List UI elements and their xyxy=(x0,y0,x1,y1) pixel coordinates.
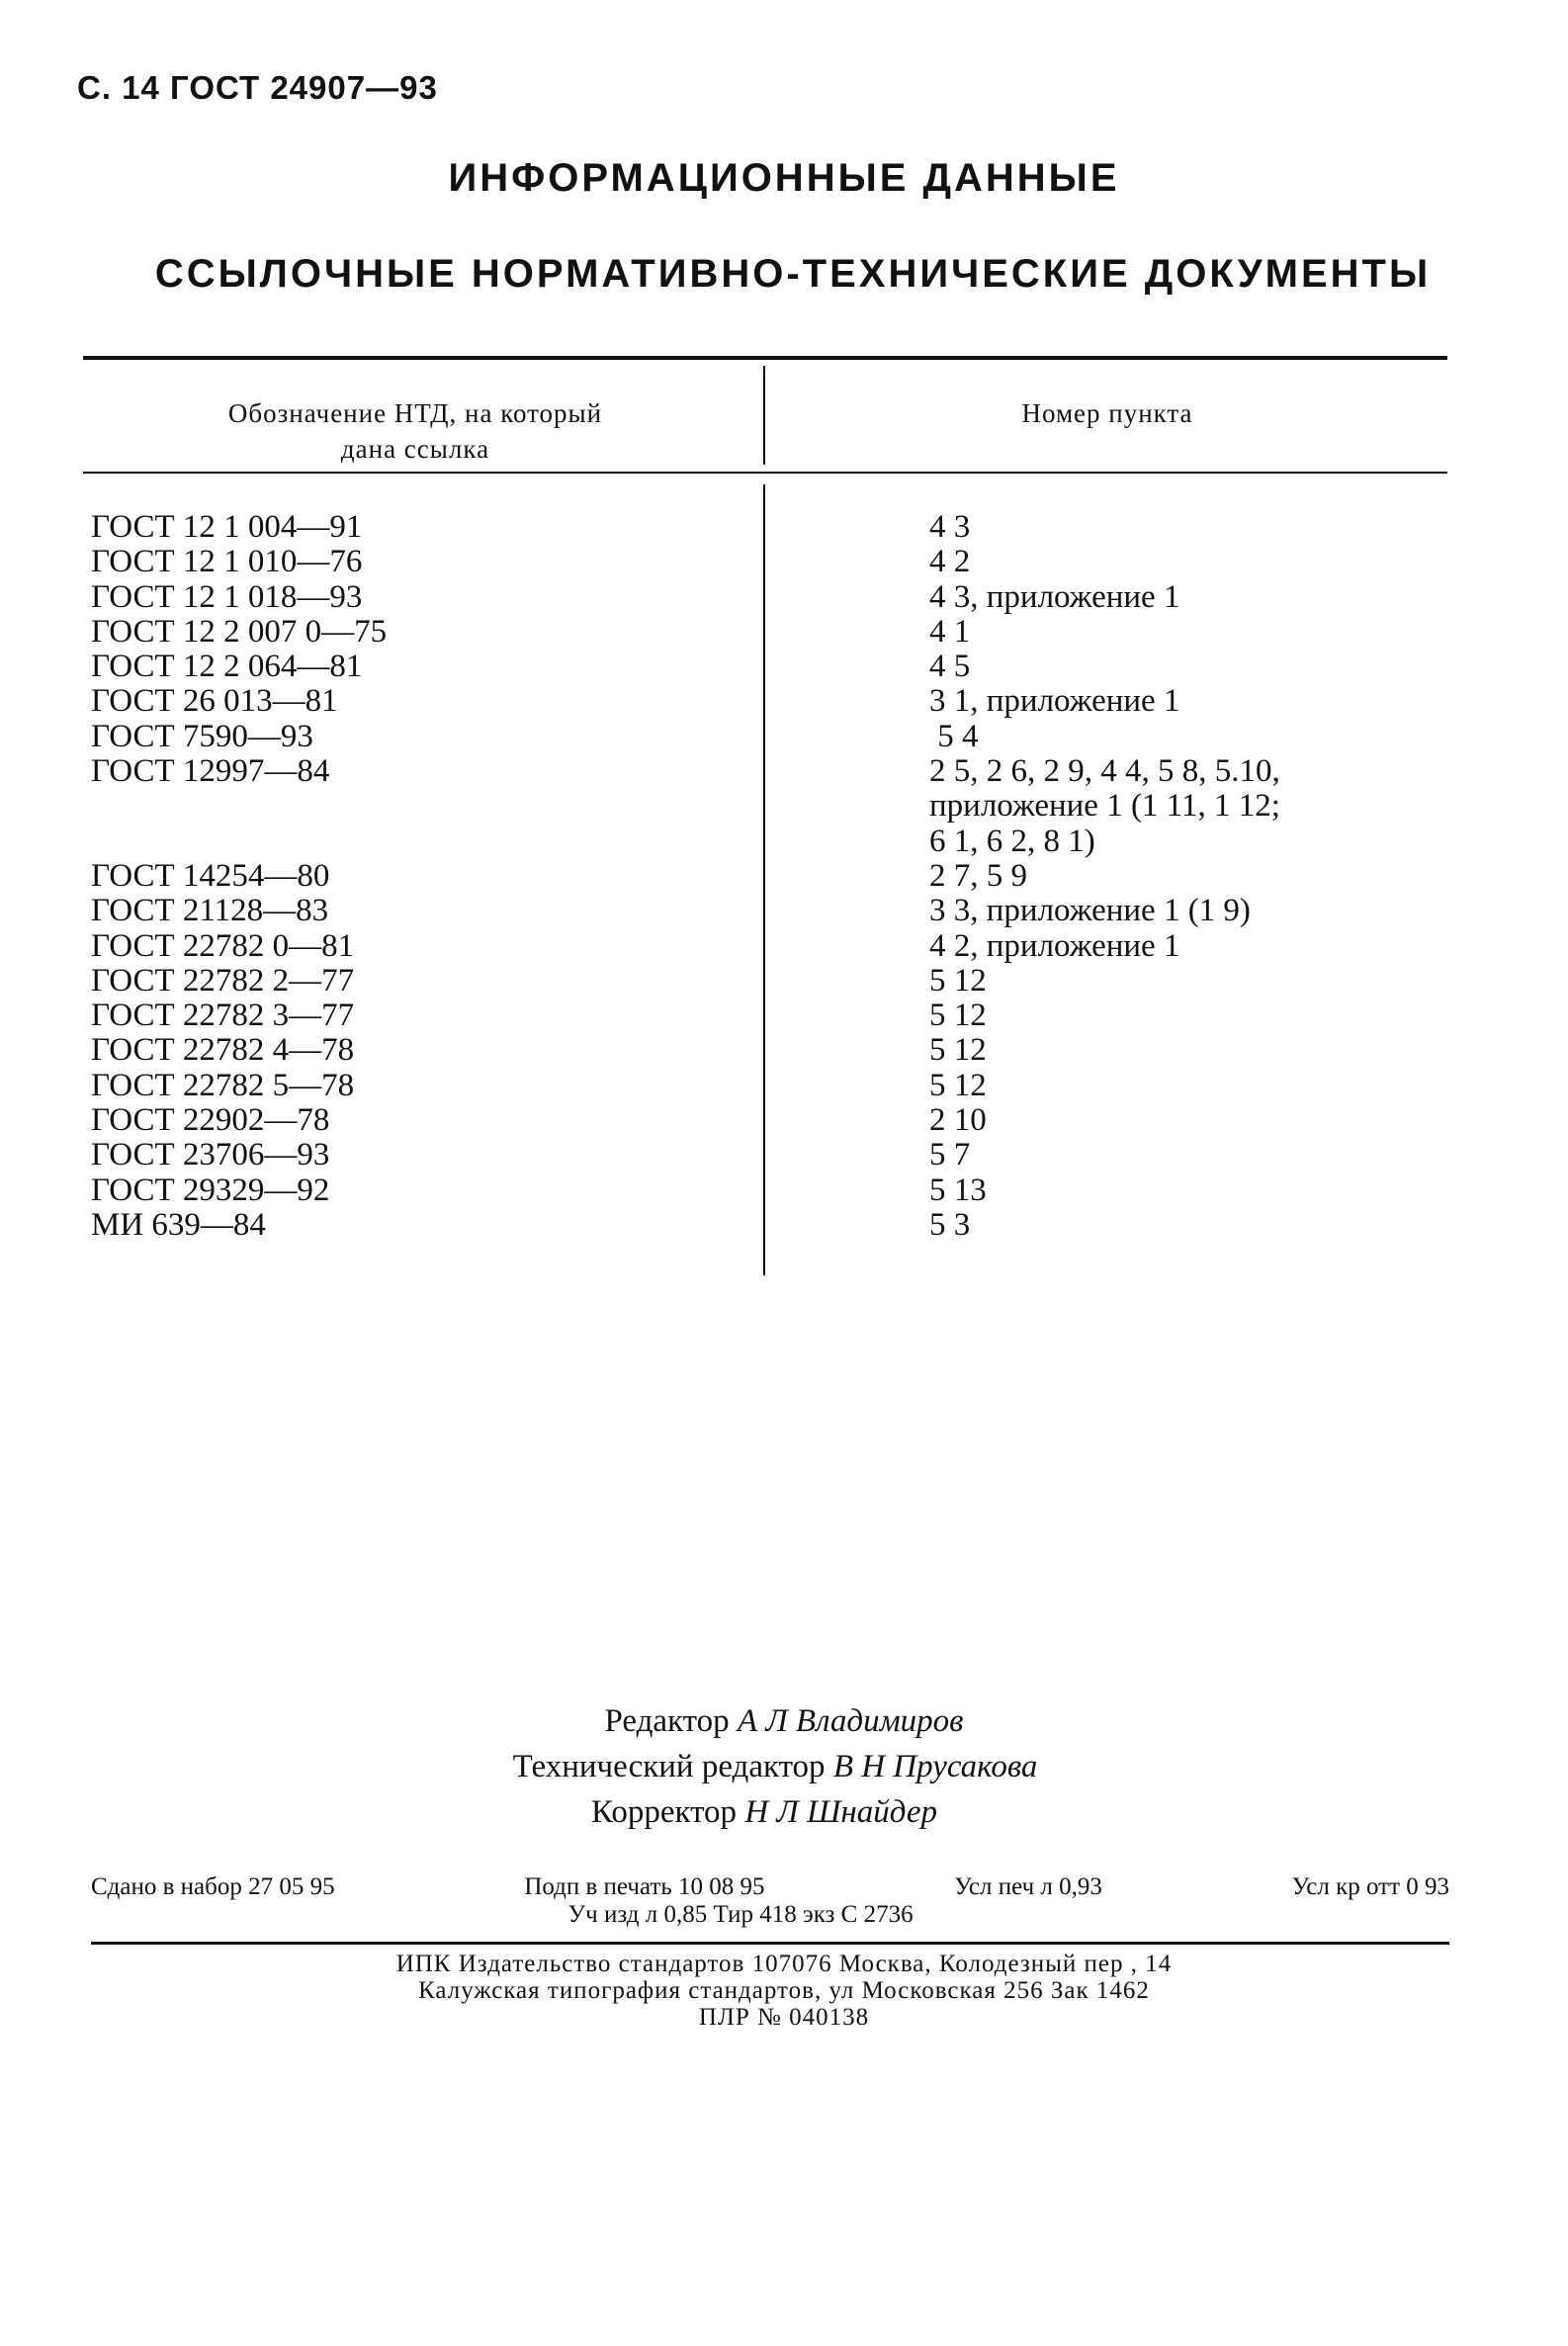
clause-cell: 3 1, приложение 1 xyxy=(929,683,1180,720)
clause-cell: 4 3, приложение 1 xyxy=(929,578,1180,615)
document-cell: МИ 639—84 xyxy=(91,1206,266,1243)
table-header-rule xyxy=(83,472,1447,474)
imprint xyxy=(0,1951,1568,2031)
page-header: С. 14 ГОСТ 24907—93 xyxy=(77,69,438,106)
print-info xyxy=(91,1873,1449,1929)
clause-cell: 4 1 xyxy=(929,613,971,650)
document-cell: ГОСТ 29329—92 xyxy=(91,1172,330,1208)
print-info-row2: Уч изд л 0,85 Тир 418 экз С 2736 xyxy=(567,1901,914,1928)
clause-cell: 5 7 xyxy=(929,1137,971,1173)
document-title: ИНФОРМАЦИОННЫЕ ДАННЫЕ xyxy=(448,156,1120,200)
imprint-line: ИПК Издательство стандартов 107076 Москва, Колодезный пер , 14 xyxy=(395,1951,1173,1977)
clause-cell: 6 1, 6 2, 8 1) xyxy=(929,823,1095,859)
tech-editor-credit xyxy=(0,1744,1568,1789)
document-cell: ГОСТ 14254—80 xyxy=(91,857,330,894)
table-header-divider xyxy=(763,366,765,465)
clause-cell: 4 2 xyxy=(929,544,971,580)
clause-cell: 2 10 xyxy=(929,1102,987,1139)
clause-cell: приложение 1 (1 11, 1 12; xyxy=(929,788,1280,825)
document-cell: ГОСТ 22782 4—78 xyxy=(91,1032,355,1069)
document-cell-empty xyxy=(91,789,743,824)
document-cell: ГОСТ 12 1 010—76 xyxy=(91,544,363,580)
table-top-rule xyxy=(83,356,1447,360)
table-body-divider xyxy=(763,484,765,1275)
document-cell: ГОСТ 12 1 018—93 xyxy=(91,578,363,615)
clause-cell: 4 2, приложение 1 xyxy=(929,927,1180,964)
clause-cell: 2 7, 5 9 xyxy=(929,857,1027,894)
clause-cell: 5 12 xyxy=(929,962,987,999)
print-sheets: Усл печ л 0,93 xyxy=(954,1873,1102,1900)
print-info-row xyxy=(91,1873,1449,1901)
corrector-credit xyxy=(0,1789,1568,1835)
column-header-document-line2: дана ссылка xyxy=(340,434,490,464)
document-column xyxy=(91,510,743,1243)
clause-cell: 5 12 xyxy=(929,998,987,1034)
credits-block xyxy=(0,1698,1568,1835)
editor-role: Редактор xyxy=(604,1703,730,1739)
document-cell: ГОСТ 12 1 004—91 xyxy=(91,509,363,545)
signed-date: Подп в печать 10 08 95 xyxy=(524,1873,765,1900)
document-cell: ГОСТ 22782 0—81 xyxy=(91,927,355,964)
clause-cell: 3 3, приложение 1 (1 9) xyxy=(929,893,1251,929)
imprint-line: ПЛР № 040138 xyxy=(698,2004,870,2031)
tech-editor-name: В Н Прусакова xyxy=(832,1749,1038,1784)
clause-cell: 5 3 xyxy=(929,1206,971,1243)
document-cell: ГОСТ 22782 2—77 xyxy=(91,962,355,999)
document-cell: ГОСТ 22782 3—77 xyxy=(91,998,355,1034)
clause-cell: 5 4 xyxy=(929,718,979,754)
document-cell: ГОСТ 7590—93 xyxy=(91,718,313,754)
corrector-name: Н Л Шнайдер xyxy=(744,1794,938,1830)
imprint-rule xyxy=(91,1942,1449,1945)
document-cell: ГОСТ 12997—84 xyxy=(91,753,330,790)
clause-cell: 4 5 xyxy=(929,649,971,685)
corrector-role: Корректор xyxy=(590,1794,738,1830)
document-cell: ГОСТ 12 2 007 0—75 xyxy=(91,613,388,650)
clause-cell: 4 3 xyxy=(929,509,971,545)
document-cell: ГОСТ 23706—93 xyxy=(91,1137,330,1173)
document-cell: ГОСТ 21128—83 xyxy=(91,893,329,929)
color-prints: Усл кр отт 0 93 xyxy=(1291,1873,1449,1900)
document-cell: ГОСТ 12 2 064—81 xyxy=(91,649,363,685)
tech-editor-role: Технический редактор xyxy=(512,1749,826,1784)
column-header-document-line1: Обозначение НТД, на который xyxy=(227,398,603,428)
clause-cell: 5 12 xyxy=(929,1067,987,1103)
editor-credit xyxy=(0,1698,1568,1744)
clause-cell: 5 12 xyxy=(929,1032,987,1069)
clause-column xyxy=(929,510,1443,1243)
document-cell: ГОСТ 22782 5—78 xyxy=(91,1067,355,1103)
imprint-line: Калужская типография стандартов, ул Московская 256 Зак 1462 xyxy=(418,1977,1150,2004)
clause-cell: 5 13 xyxy=(929,1172,987,1208)
document-subtitle: ССЫЛОЧНЫЕ НОРМАТИВНО-ТЕХНИЧЕСКИЕ ДОКУМЕНТЫ xyxy=(154,252,1432,296)
document-cell-empty xyxy=(91,825,743,859)
column-header-document xyxy=(138,395,692,467)
document-cell: ГОСТ 22902—78 xyxy=(91,1102,330,1139)
column-header-clause: Номер пункта xyxy=(1021,398,1193,428)
clause-cell: 2 5, 2 6, 2 9, 4 4, 5 8, 5.10, xyxy=(929,753,1280,790)
document-cell: ГОСТ 26 013—81 xyxy=(91,683,338,720)
submitted-date: Сдано в набор 27 05 95 xyxy=(91,1873,335,1900)
editor-name: А Л Владимиров xyxy=(737,1703,964,1739)
